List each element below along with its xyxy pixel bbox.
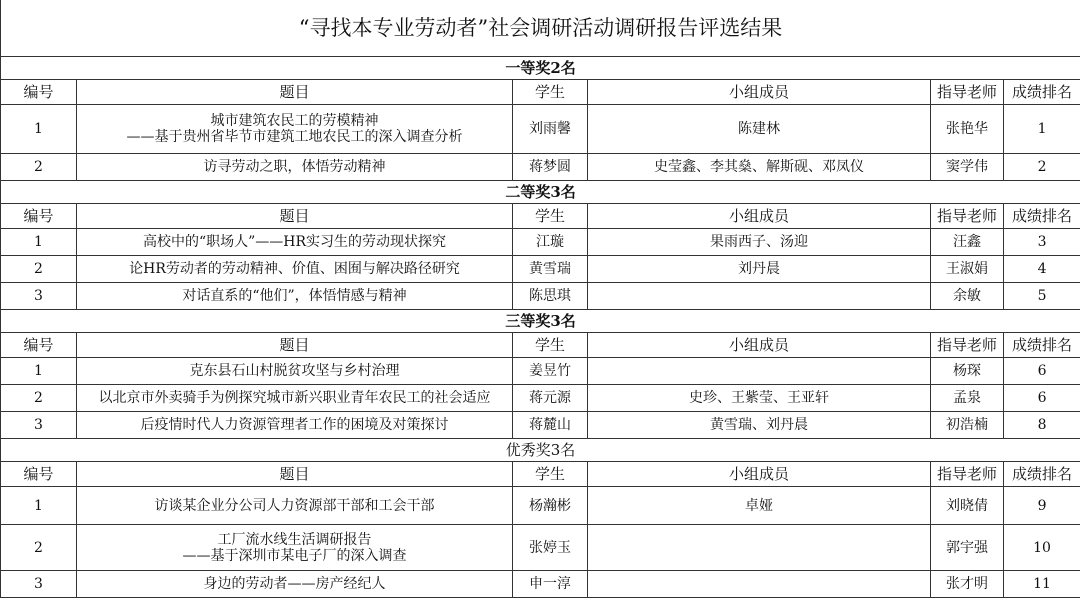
section-row bbox=[1, 181, 1080, 204]
topic-line: 克东县石山村脱贫攻坚与乡村治理 bbox=[189, 363, 400, 379]
topic-line: 工厂流水线生活调研报告 bbox=[217, 531, 372, 548]
topic-header: 题目 bbox=[77, 80, 513, 105]
topic-line: ——基于贵州省毕节市建筑工地农民工的深入调查分析 bbox=[126, 129, 463, 145]
cell-student: 黄雪瑞 bbox=[513, 256, 588, 283]
cell-teacher: 郭宇强 bbox=[931, 525, 1004, 571]
cell-number: 2 bbox=[1, 256, 77, 283]
cell-rank: 9 bbox=[1004, 487, 1080, 525]
cell-topic bbox=[77, 571, 513, 598]
rank-header: 成绩排名 bbox=[1004, 462, 1080, 487]
table-row bbox=[1, 283, 1080, 310]
cell-student: 蒋梦圆 bbox=[513, 154, 588, 181]
cell-student: 蒋麓山 bbox=[513, 412, 588, 439]
table-row bbox=[1, 385, 1080, 412]
topic-header: 题目 bbox=[77, 333, 513, 358]
topic-line: 身边的劳动者——房产经纪人 bbox=[203, 576, 386, 592]
number-header: 编号 bbox=[1, 204, 77, 229]
table-body bbox=[1, 0, 1080, 598]
column-header-row bbox=[1, 333, 1080, 358]
section-row bbox=[1, 439, 1080, 462]
cell-topic bbox=[77, 154, 513, 181]
cell-student: 姜昱竹 bbox=[513, 358, 588, 385]
section-title: 一等奖2名 bbox=[1, 57, 1080, 80]
number-header: 编号 bbox=[1, 80, 77, 105]
cell-rank: 4 bbox=[1004, 256, 1080, 283]
topic-header: 题目 bbox=[77, 462, 513, 487]
cell-members: 卓娅 bbox=[588, 487, 931, 525]
cell-teacher: 孟泉 bbox=[931, 385, 1004, 412]
cell-teacher: 张才明 bbox=[931, 571, 1004, 598]
cell-members bbox=[588, 283, 931, 310]
cell-topic bbox=[77, 525, 513, 571]
cell-topic bbox=[77, 283, 513, 310]
cell-student: 杨瀚彬 bbox=[513, 487, 588, 525]
cell-rank: 11 bbox=[1004, 571, 1080, 598]
cell-student: 张婷玉 bbox=[513, 525, 588, 571]
topic-line: 城市建筑农民工的劳模精神 bbox=[210, 113, 379, 129]
cell-members: 刘丹晨 bbox=[588, 256, 931, 283]
section-title: 优秀奖3名 bbox=[1, 439, 1080, 462]
section-title: 二等奖3名 bbox=[1, 181, 1080, 204]
members-header: 小组成员 bbox=[588, 80, 931, 105]
cell-student: 刘雨馨 bbox=[513, 105, 588, 154]
cell-topic bbox=[77, 358, 513, 385]
column-header-row bbox=[1, 462, 1080, 487]
rank-header: 成绩排名 bbox=[1004, 333, 1080, 358]
cell-members bbox=[588, 571, 931, 598]
topic-line: 访谈某企业分公司人力资源部干部和工会干部 bbox=[154, 497, 435, 514]
section-row bbox=[1, 57, 1080, 80]
student-header: 学生 bbox=[513, 333, 588, 358]
column-header-row bbox=[1, 204, 1080, 229]
cell-topic bbox=[77, 105, 513, 154]
section-row bbox=[1, 310, 1080, 333]
student-header: 学生 bbox=[513, 80, 588, 105]
cell-student: 江璇 bbox=[513, 229, 588, 256]
cell-rank: 6 bbox=[1004, 385, 1080, 412]
cell-number: 1 bbox=[1, 105, 77, 154]
cell-members: 史莹鑫、李其燊、解斯砚、邓凤仪 bbox=[588, 154, 931, 181]
cell-members: 果雨西子、汤迎 bbox=[588, 229, 931, 256]
title-row bbox=[1, 0, 1080, 57]
student-header: 学生 bbox=[513, 462, 588, 487]
teacher-header: 指导老师 bbox=[931, 333, 1004, 358]
topic-header: 题目 bbox=[77, 204, 513, 229]
cell-rank: 1 bbox=[1004, 105, 1080, 154]
table-row bbox=[1, 487, 1080, 525]
cell-teacher: 窦学伟 bbox=[931, 154, 1004, 181]
cell-number: 2 bbox=[1, 525, 77, 571]
cell-number: 3 bbox=[1, 571, 77, 598]
topic-line: 访寻劳动之职，体悟劳动精神 bbox=[203, 159, 386, 175]
cell-teacher: 王淑娟 bbox=[931, 256, 1004, 283]
cell-rank: 2 bbox=[1004, 154, 1080, 181]
cell-members bbox=[588, 525, 931, 571]
cell-rank: 8 bbox=[1004, 412, 1080, 439]
members-header: 小组成员 bbox=[588, 204, 931, 229]
cell-topic bbox=[77, 412, 513, 439]
teacher-header: 指导老师 bbox=[931, 80, 1004, 105]
table-row bbox=[1, 154, 1080, 181]
cell-number: 1 bbox=[1, 487, 77, 525]
column-header-row bbox=[1, 80, 1080, 105]
cell-rank: 3 bbox=[1004, 229, 1080, 256]
cell-number: 1 bbox=[1, 229, 77, 256]
rank-header: 成绩排名 bbox=[1004, 204, 1080, 229]
topic-line: 论HR劳动者的劳动精神、价值、困囿与解决路径研究 bbox=[129, 261, 460, 277]
student-header: 学生 bbox=[513, 204, 588, 229]
topic-line: 以北京市外卖骑手为例探究城市新兴职业青年农民工的社会适应 bbox=[98, 390, 491, 406]
cell-student: 陈思琪 bbox=[513, 283, 588, 310]
cell-teacher: 初浩楠 bbox=[931, 412, 1004, 439]
teacher-header: 指导老师 bbox=[931, 462, 1004, 487]
cell-number: 3 bbox=[1, 283, 77, 310]
table-row bbox=[1, 525, 1080, 571]
cell-teacher: 余敏 bbox=[931, 283, 1004, 310]
cell-teacher: 张艳华 bbox=[931, 105, 1004, 154]
cell-topic bbox=[77, 385, 513, 412]
cell-members bbox=[588, 358, 931, 385]
table-row bbox=[1, 229, 1080, 256]
cell-members: 黄雪瑞、刘丹晨 bbox=[588, 412, 931, 439]
cell-student: 蒋元源 bbox=[513, 385, 588, 412]
cell-topic bbox=[77, 487, 513, 525]
cell-members: 陈建林 bbox=[588, 105, 931, 154]
topic-line: 后疫情时代人力资源管理者工作的困境及对策探讨 bbox=[140, 417, 449, 433]
topic-line: ——基于深圳市某电子厂的深入调查 bbox=[182, 547, 407, 564]
topic-line: 高校中的“职场人”——HR实习生的劳动现状探究 bbox=[142, 234, 447, 250]
topic-line: 对话直系的“他们”，体悟情感与精神 bbox=[182, 288, 407, 304]
cell-rank: 6 bbox=[1004, 358, 1080, 385]
table-row bbox=[1, 571, 1080, 598]
cell-rank: 10 bbox=[1004, 525, 1080, 571]
table-row bbox=[1, 358, 1080, 385]
table-row bbox=[1, 412, 1080, 439]
cell-student: 申一淳 bbox=[513, 571, 588, 598]
number-header: 编号 bbox=[1, 462, 77, 487]
cell-number: 1 bbox=[1, 358, 77, 385]
table-row bbox=[1, 256, 1080, 283]
members-header: 小组成员 bbox=[588, 462, 931, 487]
cell-members: 史珍、王紫莹、王亚轩 bbox=[588, 385, 931, 412]
cell-number: 2 bbox=[1, 154, 77, 181]
section-title: 三等奖3名 bbox=[1, 310, 1080, 333]
cell-teacher: 汪鑫 bbox=[931, 229, 1004, 256]
teacher-header: 指导老师 bbox=[931, 204, 1004, 229]
cell-topic bbox=[77, 229, 513, 256]
cell-number: 2 bbox=[1, 385, 77, 412]
cell-teacher: 杨琛 bbox=[931, 358, 1004, 385]
page-title: “寻找本专业劳动者”社会调研活动调研报告评选结果 bbox=[1, 0, 1080, 57]
number-header: 编号 bbox=[1, 333, 77, 358]
rank-header: 成绩排名 bbox=[1004, 80, 1080, 105]
cell-number: 3 bbox=[1, 412, 77, 439]
cell-teacher: 刘晓倩 bbox=[931, 487, 1004, 525]
members-header: 小组成员 bbox=[588, 333, 931, 358]
table-row bbox=[1, 105, 1080, 154]
cell-topic bbox=[77, 256, 513, 283]
cell-rank: 5 bbox=[1004, 283, 1080, 310]
